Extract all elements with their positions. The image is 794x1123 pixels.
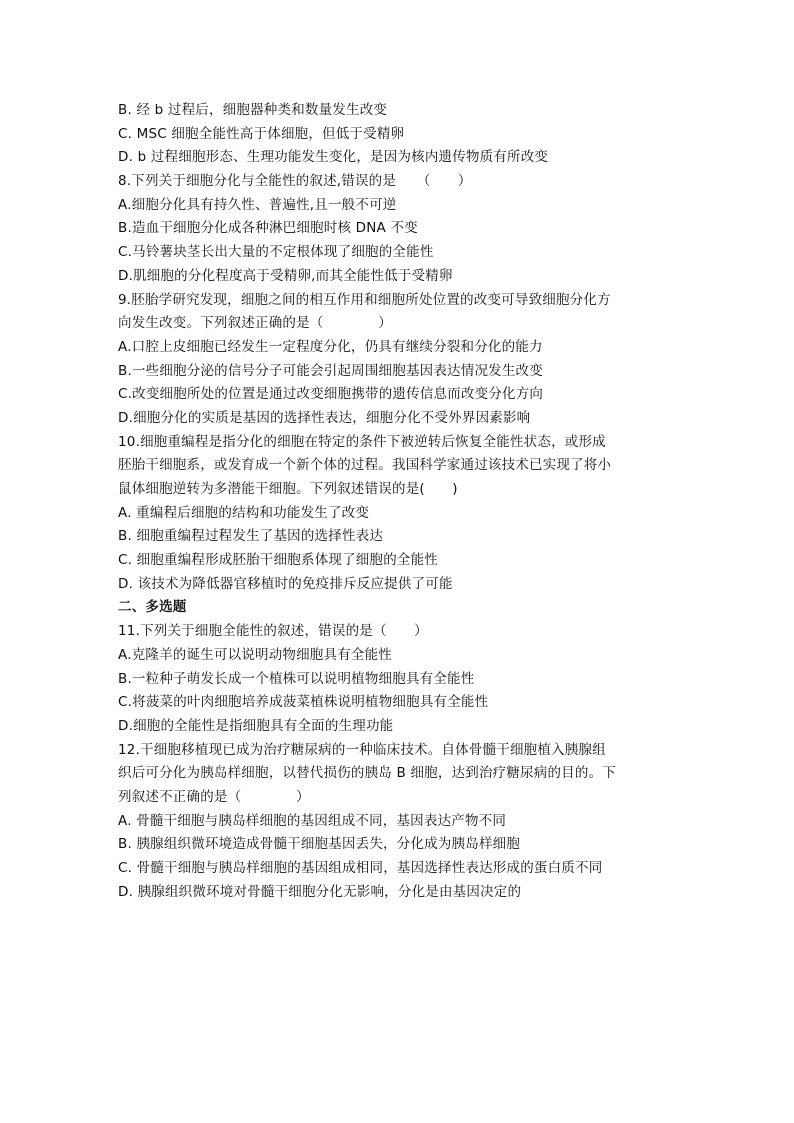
question-9-option-d: D.细胞分化的实质是基因的选择性表达，细胞分化不受外界因素影响 [118, 409, 531, 426]
question-content [118, 99, 678, 904]
section-heading-multiple-choice: 二、多选题 [118, 599, 187, 616]
question-8-option-c: C.马铃薯块茎长出大量的不定根体现了细胞的全能性 [118, 244, 434, 261]
question-11-option-c: C.将菠菜的叶肉细胞培养成菠菜植株说明植物细胞具有全能性 [118, 694, 489, 711]
question-10-option-c: C. 细胞重编程形成胚胎干细胞系体现了细胞的全能性 [118, 552, 439, 569]
question-9-option-b: B.一些细胞分泌的信号分子可能会引起周围细胞基因表达情况发生改变 [118, 362, 543, 379]
question-11-option-d: D.细胞的全能性是指细胞具有全面的生理功能 [118, 717, 394, 734]
option-b-organelle-change: B. 经 b 过程后，细胞器种类和数量发生改变 [118, 102, 388, 118]
question-12-stem-line-1: 12.干细胞移植现已成为治疗糖尿病的一种临床技术。自体骨髓干细胞植入胰腺组 [118, 741, 606, 758]
question-9-stem-line-1: 9.胚胎学研究发现，细胞之间的相互作用和细胞所处位置的改变可导致细胞分化方 [118, 291, 611, 308]
question-10-stem-line-3: 鼠体细胞逆转为多潜能干细胞。下列叙述错误的是( ) [118, 481, 458, 497]
question-12-stem-line-3: 列叙述不正确的是（ ） [118, 788, 310, 805]
question-10-option-b: B. 细胞重编程过程发生了基因的选择性表达 [118, 528, 384, 545]
question-8-option-b: B.造血干细胞分化成各种淋巴细胞时核 DNA 不变 [118, 220, 418, 237]
question-8-option-d: D.肌细胞的分化程度高于受精卵,而其全能性低于受精卵 [118, 267, 453, 284]
question-9-option-a: A.口腔上皮细胞已经发生一定程度分化，仍具有继续分裂和分化的能力 [118, 338, 543, 355]
question-8-option-a: A.细胞分化具有持久性、普遍性,且一般不可逆 [118, 196, 397, 213]
option-c-msc-totipotency: C. MSC 细胞全能性高于体细胞，但低于受精卵 [118, 125, 405, 142]
question-10-option-d: D. 该技术为降低器官移植时的免疫排斥反应提供了可能 [118, 575, 453, 592]
question-12-stem-line-2: 织后可分化为胰岛样细胞，以替代损伤的胰岛 B 细胞，达到治疗糖尿病的目的。下 [118, 765, 616, 782]
question-8-stem: 8.下列关于细胞分化与全能性的叙述,错误的是 （ ） [118, 173, 472, 190]
question-11-stem: 11.下列关于细胞全能性的叙述，错误的是（ ） [118, 623, 428, 640]
question-10-stem-line-2: 胚胎干细胞系，或发育成一个新个体的过程。我国科学家通过该技术已实现了将小 [118, 457, 612, 474]
question-12-option-c: C. 骨髓干细胞与胰岛样细胞的基因组成相同，基因选择性表达形成的蛋白质不同 [118, 860, 603, 876]
question-11-option-b: B.一粒种子萌发长成一个植株可以说明植物细胞具有全能性 [118, 670, 475, 687]
question-11-option-a: A.克隆羊的诞生可以说明动物细胞具有全能性 [118, 646, 392, 663]
question-10-option-a: A. 重编程后细胞的结构和功能发生了改变 [118, 504, 370, 521]
question-12-option-b: B. 胰腺组织微环境造成骨髓干细胞基因丢失，分化成为胰岛样细胞 [118, 836, 521, 853]
question-12-option-a: A. 骨髓干细胞与胰岛样细胞的基因组成不同，基因表达产物不同 [118, 812, 507, 829]
question-9-option-c: C.改变细胞所处的位置是通过改变细胞携带的遗传信息而改变分化方向 [118, 386, 544, 403]
question-12-option-d: D. 胰腺组织微环境对骨髓干细胞分化无影响，分化是由基因决定的 [118, 883, 522, 900]
option-d-genetic-change: D. b 过程细胞形态、生理功能发生变化，是因为核内遗传物质有所改变 [118, 149, 549, 166]
question-10-stem-line-1: 10.细胞重编程是指分化的细胞在特定的条件下被逆转后恢复全能性状态，或形成 [118, 433, 606, 450]
question-9-stem-line-2: 向发生改变。下列叙述正确的是（ ） [118, 315, 392, 332]
